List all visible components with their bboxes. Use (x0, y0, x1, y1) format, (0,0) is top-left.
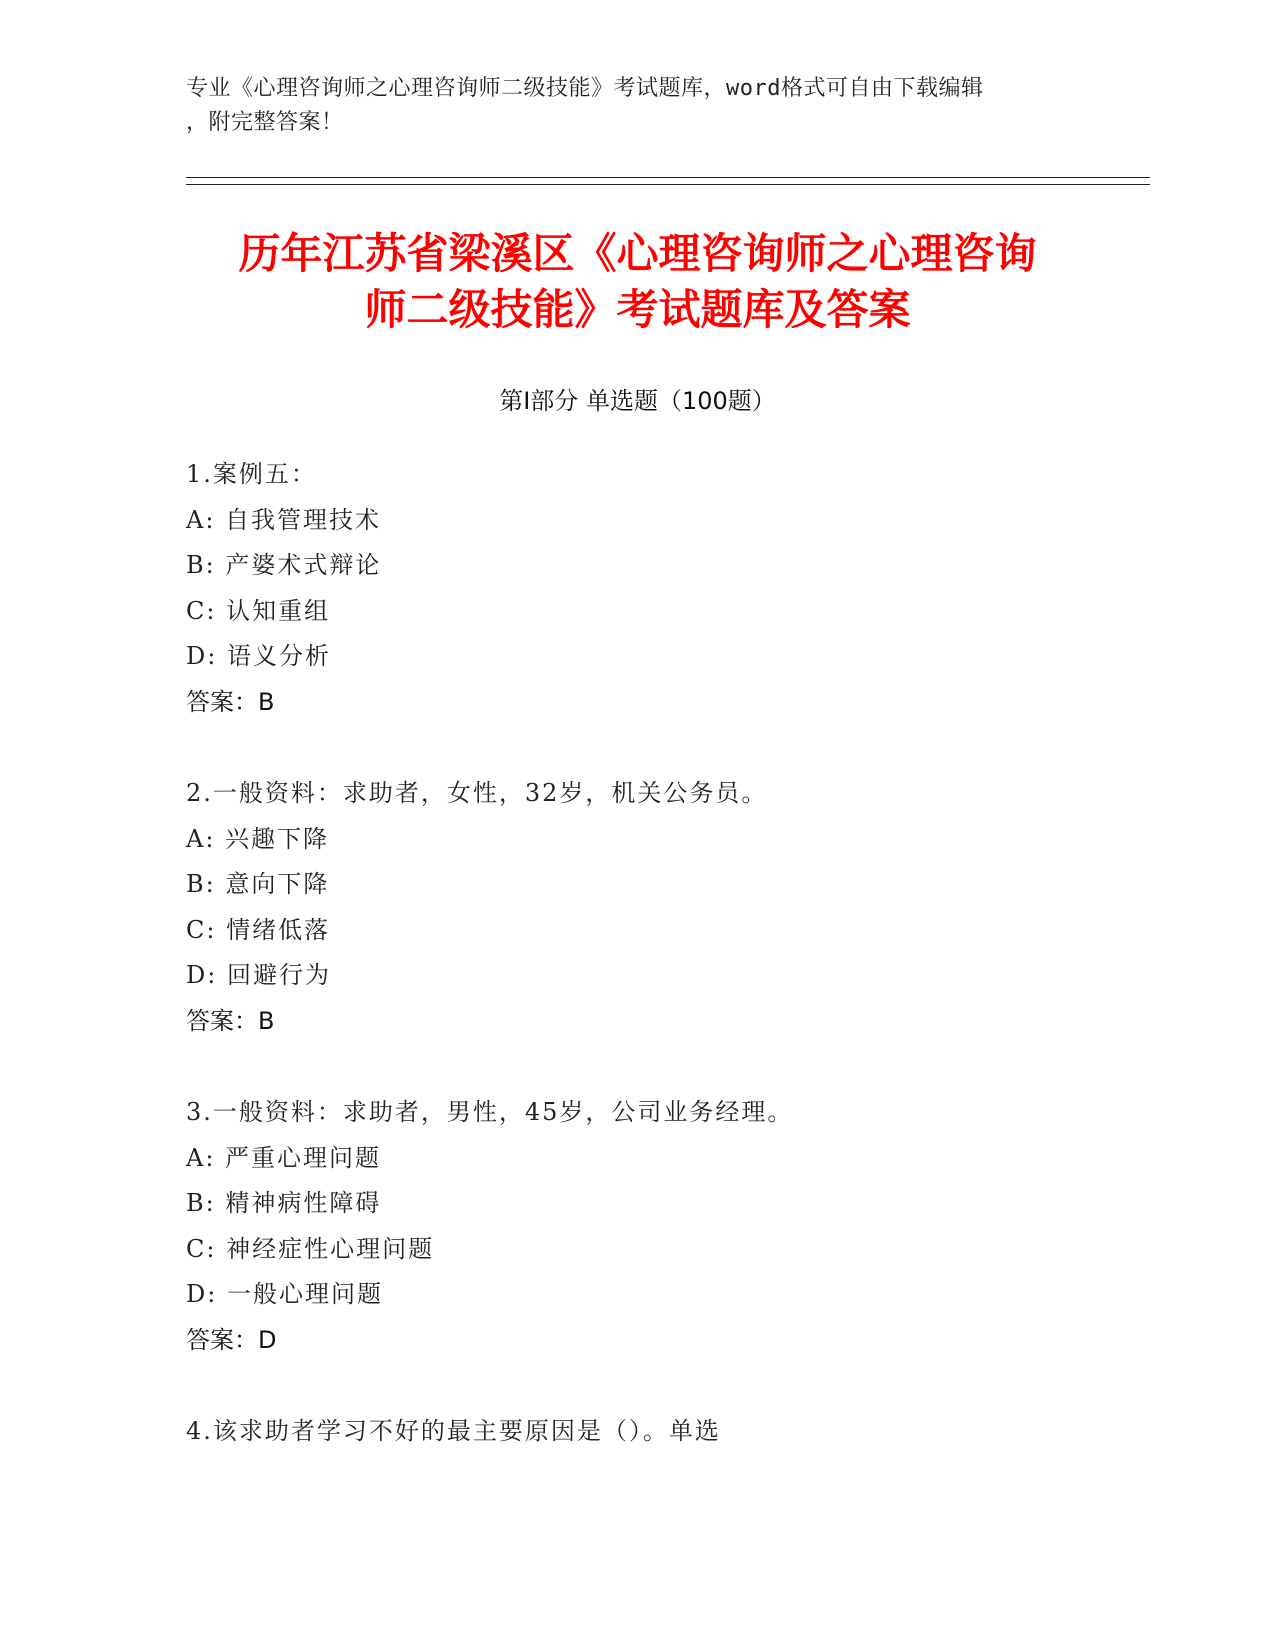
question-item (186, 452, 1146, 725)
option-a: A: 兴趣下降 (186, 824, 330, 853)
question-stem: 4.该求助者学习不好的最主要原因是（）。单选 (186, 1417, 721, 1445)
option-c: C: 认知重组 (186, 596, 331, 625)
option-d: D: 一般心理问题 (186, 1280, 383, 1308)
answer-line: 答案：D (186, 1325, 277, 1354)
question-item (186, 1090, 1146, 1363)
option-b: B: 产婆术式辩论 (186, 551, 382, 579)
header-note-line-2: ，附完整答案！ (186, 110, 344, 135)
option-a: A: 严重心理问题 (186, 1143, 382, 1172)
question-stem: 3.一般资料：求助者，男性，45岁，公司业务经理。 (186, 1098, 794, 1126)
option-b: B: 精神病性障碍 (186, 1189, 382, 1217)
header-rule-top (186, 177, 1150, 178)
option-c: C: 情绪低落 (186, 915, 331, 944)
option-b: B: 意向下降 (186, 870, 330, 898)
header-note-line-1: 专业《心理咨询师之心理咨询师二级技能》考试题库，word格式可自由下载编辑 (186, 76, 984, 101)
document-title-line-2: 师二级技能》考试题库及答案 (364, 285, 911, 334)
option-d: D: 回避行为 (186, 961, 331, 989)
option-a: A: 自我管理技术 (186, 505, 382, 534)
answer-line: 答案：B (186, 1006, 275, 1035)
option-d: D: 语义分析 (186, 642, 331, 670)
section-heading: 第Ⅰ部分 单选题（100题） (499, 387, 776, 415)
header-rule-bottom (186, 184, 1150, 185)
question-item (186, 771, 1146, 1044)
question-stem: 2.一般资料：求助者，女性，32岁，机关公务员。 (186, 779, 768, 807)
question-item (186, 1409, 1146, 1455)
option-c: C: 神经症性心理问题 (186, 1234, 435, 1263)
document-title-line-1: 历年江苏省梁溪区《心理咨询师之心理咨询 (238, 229, 1037, 278)
document-title (150, 226, 1125, 338)
header-note (186, 72, 1066, 140)
answer-line: 答案：B (186, 687, 275, 716)
question-stem: 1.案例五： (186, 460, 317, 488)
